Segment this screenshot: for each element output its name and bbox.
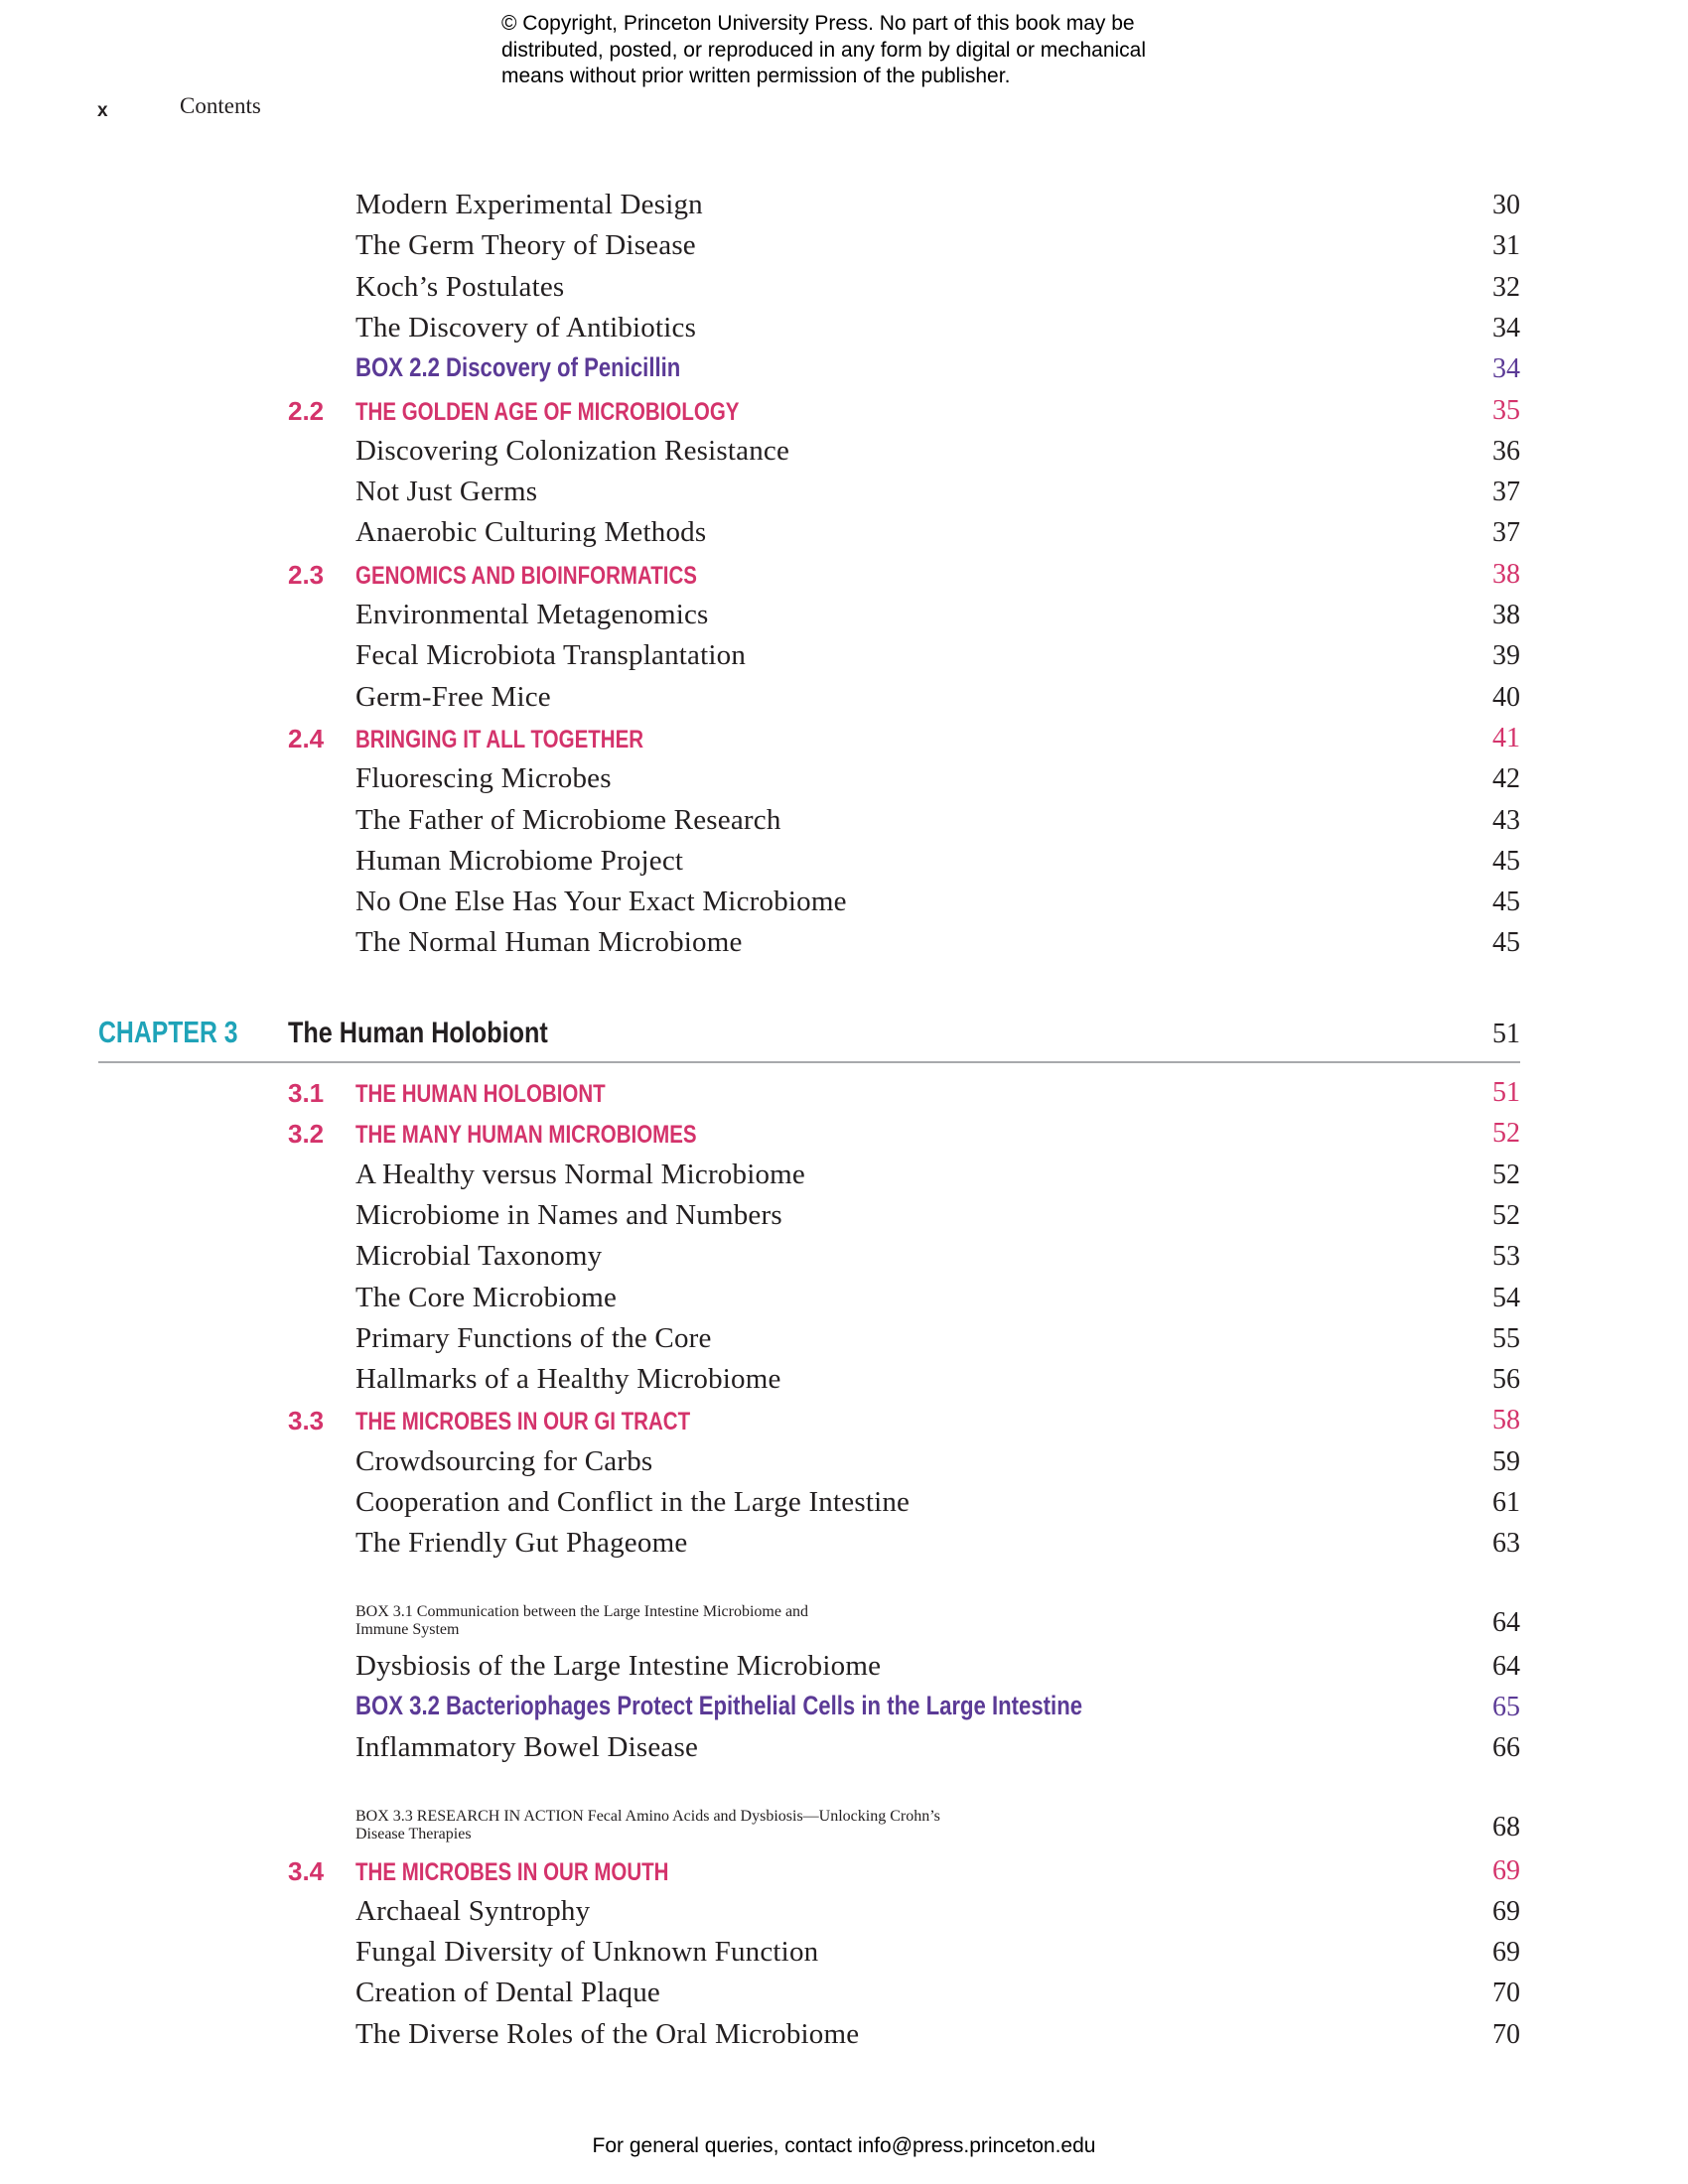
page-number: 45: [1492, 845, 1520, 877]
toc-entry[interactable]: [0, 434, 1688, 474]
entry-title: BOX 3.2 Bacteriophages Protect Epithelial Cells in the Large Intestine: [355, 1690, 1083, 1720]
page-number: 32: [1492, 271, 1520, 303]
entry-title: A Healthy versus Normal Microbiome: [355, 1158, 805, 1190]
toc-entry[interactable]: [0, 188, 1688, 227]
page-number: 59: [1492, 1445, 1520, 1477]
entry-title: Koch’s Postulates: [355, 270, 565, 303]
chapter-label: CHAPTER 3: [98, 1015, 238, 1049]
entry-title: GENOMICS AND BIOINFORMATICS: [355, 561, 697, 590]
page-number: 69: [1492, 1895, 1520, 1927]
toc-section-entry[interactable]: [0, 1403, 1688, 1442]
entry-title: The Friendly Gut Phageome: [355, 1527, 688, 1560]
page-number: 52: [1492, 1199, 1520, 1231]
entry-title-line: Immune System: [355, 1620, 460, 1638]
entry-title: The Diverse Roles of the Oral Microbiome: [355, 2017, 860, 2050]
entry-title: The Father of Microbiome Research: [355, 803, 781, 836]
toc-entry[interactable]: [0, 1485, 1688, 1525]
page-number: 52: [1492, 1118, 1520, 1150]
entry-title: Microbial Taxonomy: [355, 1240, 603, 1273]
page-number: 51: [1492, 1077, 1520, 1108]
toc-section-entry[interactable]: [0, 557, 1688, 597]
page-number: 31: [1492, 230, 1520, 262]
page-number: 38: [1492, 558, 1520, 590]
entry-title: Archaeal Syntrophy: [355, 1894, 591, 1927]
chapter-heading[interactable]: [0, 1009, 1688, 1060]
toc-entry[interactable]: [0, 1649, 1688, 1689]
entry-title-line: BOX 3.3 RESEARCH IN ACTION Fecal Amino Acids and Dysbiosis—Unlocking Crohn’s: [355, 1807, 940, 1825]
toc-entry[interactable]: [0, 1444, 1688, 1484]
page-number: 70: [1492, 1978, 1520, 2009]
entry-title: THE MICROBES IN OUR MOUTH: [355, 1857, 669, 1886]
section-number: 2.2: [288, 395, 325, 426]
entry-title: Cooperation and Conflict in the Large Intestine: [355, 1486, 911, 1518]
entry-title: The Germ Theory of Disease: [355, 229, 696, 262]
page-number: 38: [1492, 600, 1520, 630]
entry-title: Inflammatory Bowel Disease: [355, 1731, 699, 1764]
toc-entry[interactable]: [0, 925, 1688, 965]
entry-title: THE MICROBES IN OUR GI TRACT: [355, 1408, 691, 1436]
section-number: 3.3: [288, 1406, 325, 1436]
entry-title: Fluorescing Microbes: [355, 762, 612, 795]
section-number: 2.3: [288, 559, 325, 590]
page-number: 39: [1492, 640, 1520, 672]
toc-entry[interactable]: [0, 2017, 1688, 2057]
toc-entry[interactable]: [0, 1935, 1688, 1975]
toc-box-entry[interactable]: [0, 1690, 1688, 1729]
toc-entry[interactable]: [0, 1894, 1688, 1934]
entry-title: Not Just Germs: [355, 476, 538, 508]
entry-title: [355, 1808, 940, 1843]
running-head: [0, 93, 1688, 123]
entry-title: The Discovery of Antibiotics: [355, 311, 697, 343]
toc-entry[interactable]: [0, 515, 1688, 555]
page-number: 42: [1492, 763, 1520, 795]
toc-box-entry[interactable]: [0, 351, 1688, 391]
running-title: Contents: [180, 93, 261, 118]
section-number: 2.4: [288, 723, 325, 753]
page-number: 30: [1492, 190, 1520, 220]
chapter-title: The Human Holobiont: [288, 1017, 548, 1049]
toc-entry[interactable]: [0, 1362, 1688, 1402]
toc-entry[interactable]: [0, 475, 1688, 514]
page-number: 45: [1492, 887, 1520, 918]
section-number: 3.1: [288, 1078, 325, 1108]
entry-title: Primary Functions of the Core: [355, 1321, 712, 1354]
entry-title: Fecal Microbiota Transplantation: [355, 639, 747, 672]
page-number: 40: [1492, 681, 1520, 713]
page-number: 68: [1492, 1811, 1520, 1843]
section-number: 3.2: [288, 1119, 325, 1150]
entry-title: [355, 1603, 808, 1639]
entry-title: THE MANY HUMAN MICROBIOMES: [355, 1121, 697, 1150]
entry-title: Modern Experimental Design: [355, 189, 703, 220]
page-number: 64: [1492, 1650, 1520, 1682]
page-number: 64: [1492, 1606, 1520, 1638]
toc-entry[interactable]: [0, 1321, 1688, 1361]
entry-title: Microbiome in Names and Numbers: [355, 1198, 782, 1231]
toc-entry[interactable]: [0, 311, 1688, 350]
entry-title: BRINGING IT ALL TOGETHER: [355, 725, 644, 753]
toc-entry[interactable]: [0, 1281, 1688, 1320]
page-number: 36: [1492, 435, 1520, 467]
page-number: 63: [1492, 1528, 1520, 1560]
toc-entry[interactable]: [0, 844, 1688, 884]
page-number: 34: [1492, 312, 1520, 343]
toc-section-entry[interactable]: [0, 1116, 1688, 1156]
copyright-notice: [501, 11, 1256, 90]
toc-entry[interactable]: [0, 598, 1688, 637]
page-number: 69: [1492, 1937, 1520, 1969]
toc-entry[interactable]: [0, 1976, 1688, 2015]
entry-title: Hallmarks of a Healthy Microbiome: [355, 1363, 781, 1396]
entry-title: THE GOLDEN AGE OF MICROBIOLOGY: [355, 397, 740, 426]
toc-section-entry[interactable]: [0, 393, 1688, 433]
entry-title-line: Disease Therapies: [355, 1825, 472, 1843]
page-number: 58: [1492, 1405, 1520, 1436]
entry-title: Discovering Colonization Resistance: [355, 434, 790, 467]
toc-entry[interactable]: [0, 1730, 1688, 1770]
toc-section-entry[interactable]: [0, 721, 1688, 760]
toc-entry[interactable]: [0, 1526, 1688, 1566]
entry-title: Environmental Metagenomics: [355, 599, 709, 630]
page-number: 41: [1492, 722, 1520, 753]
toc-entry[interactable]: [0, 638, 1688, 678]
copyright-line: © Copyright, Princeton University Press. No part of this book may be: [501, 12, 1135, 35]
entry-title: Germ-Free Mice: [355, 680, 551, 713]
page-number: 69: [1492, 1854, 1520, 1886]
entry-title: Creation of Dental Plaque: [355, 1977, 660, 2009]
page-number: 37: [1492, 477, 1520, 508]
entry-title: No One Else Has Your Exact Microbiome: [355, 886, 847, 918]
page-number: 52: [1492, 1159, 1520, 1190]
toc-entry[interactable]: [0, 803, 1688, 843]
entry-title: The Normal Human Microbiome: [355, 926, 743, 959]
entry-title-line: BOX 3.1 Communication between the Large Intestine Microbiome and: [355, 1602, 809, 1620]
toc-entry[interactable]: [0, 1198, 1688, 1238]
page-number: 54: [1492, 1282, 1520, 1313]
toc-entry[interactable]: [0, 1158, 1688, 1197]
toc-entry[interactable]: [0, 680, 1688, 720]
entry-title: Crowdsourcing for Carbs: [355, 1444, 653, 1477]
chapter-divider: [98, 1061, 1520, 1063]
entry-title: Anaerobic Culturing Methods: [355, 516, 707, 549]
chapter-page-number: 51: [1492, 1019, 1520, 1049]
entry-title: BOX 2.2 Discovery of Penicillin: [355, 352, 681, 383]
page-number: 53: [1492, 1241, 1520, 1273]
entry-title: Dysbiosis of the Large Intestine Microbiome: [355, 1649, 882, 1682]
entry-title: Human Microbiome Project: [355, 844, 684, 877]
entry-title: THE HUMAN HOLOBIONT: [355, 1080, 606, 1108]
entry-title: The Core Microbiome: [355, 1281, 618, 1313]
page-number: 55: [1492, 1322, 1520, 1354]
page-number: 61: [1492, 1487, 1520, 1518]
toc-entry[interactable]: [0, 761, 1688, 801]
toc-entry[interactable]: [0, 1239, 1688, 1279]
page-number: 56: [1492, 1364, 1520, 1396]
page-number: 34: [1492, 353, 1520, 385]
page-number: 45: [1492, 927, 1520, 959]
page-number: 66: [1492, 1732, 1520, 1764]
page-number: x: [97, 100, 108, 121]
footer-contact: For general queries, contact info@press.princeton.edu: [592, 2134, 1096, 2157]
toc-entry[interactable]: [0, 228, 1688, 268]
toc-box-entry[interactable]: [0, 1772, 1688, 1849]
page-number: 70: [1492, 2018, 1520, 2050]
toc-section-entry[interactable]: [0, 1075, 1688, 1115]
entry-title: Fungal Diversity of Unknown Function: [355, 1936, 819, 1969]
page-number: 37: [1492, 517, 1520, 549]
page-number: 43: [1492, 804, 1520, 836]
page-number: 35: [1492, 394, 1520, 426]
copyright-line: means without prior written permission of the publisher.: [501, 65, 1011, 87]
toc-section-entry[interactable]: [0, 1853, 1688, 1893]
toc-entry[interactable]: [0, 885, 1688, 924]
page-number: 65: [1492, 1691, 1520, 1722]
toc-box-entry[interactable]: [0, 1568, 1688, 1645]
toc-entry[interactable]: [0, 270, 1688, 310]
section-number: 3.4: [288, 1855, 325, 1886]
copyright-line: distributed, posted, or reproduced in any form by digital or mechanical: [501, 38, 1147, 62]
